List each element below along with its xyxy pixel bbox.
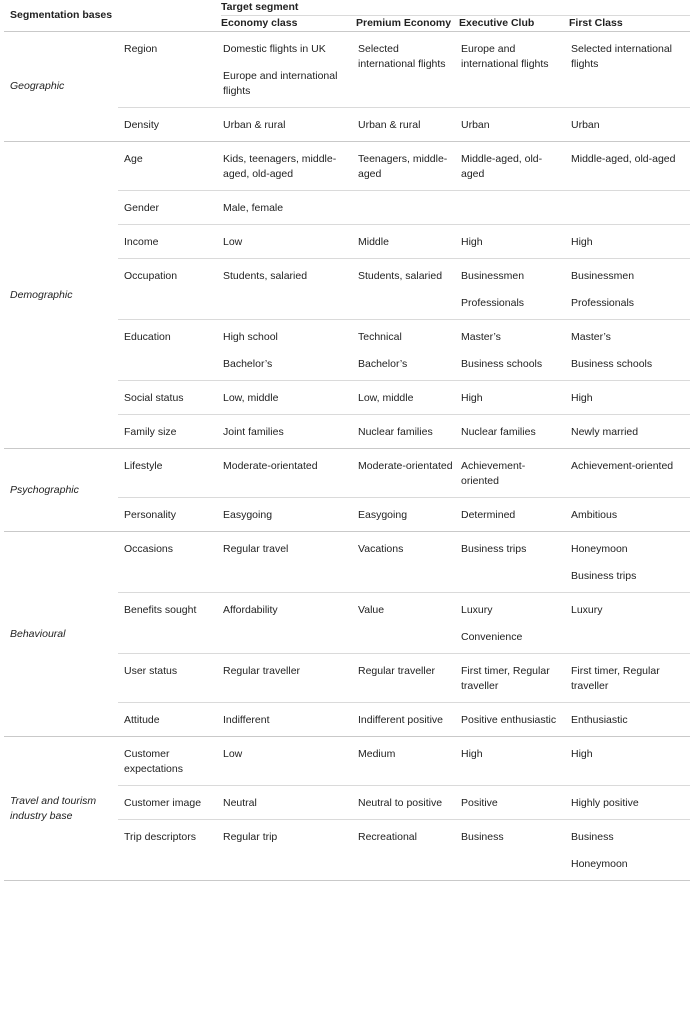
cell-text: Europe and international flights [223,70,338,97]
cell-premium-economy [356,703,459,737]
cell-economy [221,142,356,191]
cell-text: Easygoing [358,509,408,521]
cell-text: Positive [461,797,498,809]
cell-premium-economy [356,498,459,532]
column-header-first-class: First Class [569,16,690,32]
cell-text: High [571,236,593,248]
column-header-economy: Economy class [221,16,356,32]
cell-premium-economy [356,786,459,820]
table-row [4,32,690,108]
cell-text: Business schools [571,358,653,370]
cell-text: Master’s [571,331,611,343]
cell-text: High [571,748,593,760]
cell-executive-club [459,191,569,225]
cell-text: High [461,236,483,248]
variable-label: Education [124,331,171,343]
cell-text: Vacations [358,543,404,555]
cell-text: First timer, Regular traveller [461,665,550,692]
cell-text: Low, middle [223,392,279,404]
cell-text: Europe and international flights [461,43,549,70]
cell-text: Businessmen [461,270,525,282]
cell-executive-club [459,381,569,415]
cell-executive-club [459,142,569,191]
cell-first-class [569,320,690,381]
cell-first-class [569,593,690,654]
cell-text: Low [223,748,243,760]
cell-executive-club [459,259,569,320]
cell-text: Technical [358,331,402,343]
cell-premium-economy [356,532,459,593]
cell-text: Newly married [571,426,639,438]
table-row [4,737,690,786]
cell-text: Business [461,831,504,843]
cell-first-class [569,498,690,532]
cell-executive-club [459,449,569,498]
cell-text: Urban & rural [223,119,286,131]
cell-text: Luxury [571,604,603,616]
cell-text: Students, salaried [358,270,443,282]
table-header [4,0,690,32]
cell-first-class [569,654,690,703]
cell-executive-club [459,786,569,820]
cell-first-class [569,737,690,786]
cell-text: Easygoing [223,509,273,521]
cell-text: Low, middle [358,392,414,404]
cell-premium-economy [356,593,459,654]
cell-premium-economy [356,225,459,259]
cell-text: High [571,392,593,404]
cell-text: Domestic flights in UK [223,43,326,55]
variable-label: Social status [124,392,184,404]
segmentation-base-label: Travel and tourism industry base [4,737,118,881]
variable-label: Occasions [124,543,174,555]
variable-label: Customer image [124,797,202,809]
cell-text: Highly positive [571,797,639,809]
cell-premium-economy [356,259,459,320]
cell-text: Determined [461,509,516,521]
variable-label: User status [124,665,178,677]
cell-economy [221,532,356,593]
cell-economy [221,593,356,654]
cell-executive-club [459,320,569,381]
cell-text: Middle-aged, old-aged [461,153,543,180]
cell-text: Regular travel [223,543,289,555]
cell-text: Honeymoon [571,858,628,870]
cell-text: Business [571,831,614,843]
cell-text: Business schools [461,358,543,370]
cell-text: Joint families [223,426,284,438]
cell-premium-economy [356,32,459,108]
cell-text: Indifferent [223,714,270,726]
cell-premium-economy [356,381,459,415]
cell-first-class [569,142,690,191]
variable-label: Age [124,153,143,165]
cell-text: Urban [461,119,490,131]
cell-first-class [569,381,690,415]
cell-first-class [569,449,690,498]
variable-label: Lifestyle [124,460,163,472]
table-row [4,142,690,191]
cell-text: Selected international flights [571,43,672,70]
cell-economy [221,703,356,737]
variable-label: Family size [124,426,177,438]
cell-text: Recreational [358,831,417,843]
cell-economy [221,191,356,225]
cell-economy [221,415,356,449]
cell-text: Bachelor’s [223,358,273,370]
segmentation-base-label: Geographic [4,32,118,142]
cell-text: Businessmen [571,270,635,282]
cell-text: Selected international flights [358,43,446,70]
cell-text: Nuclear families [358,426,433,438]
cell-text: Value [358,604,385,616]
cell-text: Professionals [571,297,635,309]
cell-premium-economy [356,737,459,786]
variable-label: Customer expectations [124,748,183,775]
segmentation-base-label: Psychographic [4,449,118,532]
cell-text: High [461,392,483,404]
cell-text: Students, salaried [223,270,308,282]
cell-text: Neutral to positive [358,797,443,809]
cell-text: Regular traveller [358,665,436,677]
cell-text: Moderate-orientated [223,460,318,472]
cell-economy [221,381,356,415]
cell-executive-club [459,654,569,703]
cell-premium-economy [356,108,459,142]
cell-economy [221,737,356,786]
cell-first-class [569,415,690,449]
cell-premium-economy [356,449,459,498]
cell-executive-club [459,820,569,881]
cell-premium-economy [356,191,459,225]
cell-executive-club [459,532,569,593]
variable-label: Occupation [124,270,178,282]
cell-text: Convenience [461,631,523,643]
cell-premium-economy [356,142,459,191]
column-header-executive-club: Executive Club [459,16,569,32]
cell-text: Urban [571,119,600,131]
cell-text: Honeymoon [571,543,628,555]
cell-text: Bachelor’s [358,358,408,370]
cell-text: Medium [358,748,396,760]
cell-economy [221,786,356,820]
cell-economy [221,498,356,532]
target-segment-header: Target segment [221,1,299,13]
cell-executive-club [459,498,569,532]
cell-text: Affordability [223,604,278,616]
cell-first-class [569,703,690,737]
cell-first-class [569,108,690,142]
cell-first-class [569,259,690,320]
segmentation-table [4,0,690,881]
cell-text: Professionals [461,297,525,309]
cell-executive-club [459,32,569,108]
table-body [4,32,690,881]
cell-text: Middle-aged, old-aged [571,153,676,165]
cell-text: Moderate-orientated [358,460,453,472]
cell-economy [221,654,356,703]
cell-economy [221,225,356,259]
cell-executive-club [459,108,569,142]
cell-text: Enthusiastic [571,714,628,726]
cell-text: Regular traveller [223,665,301,677]
segmentation-bases-header: Segmentation bases [10,9,113,21]
cell-first-class [569,786,690,820]
segmentation-base-label: Demographic [4,142,118,449]
cell-text: Kids, teenagers, middle-aged, old-aged [223,153,337,180]
cell-executive-club [459,703,569,737]
variable-label: Benefits sought [124,604,197,616]
cell-text: Nuclear families [461,426,536,438]
cell-text: Low [223,236,243,248]
cell-executive-club [459,593,569,654]
cell-economy [221,108,356,142]
cell-text: First timer, Regular traveller [571,665,660,692]
cell-text: Positive enthusiastic [461,714,557,726]
cell-text: Business trips [571,570,637,582]
cell-text: Regular trip [223,831,278,843]
cell-executive-club [459,415,569,449]
table-row [4,532,690,593]
cell-text: Business trips [461,543,527,555]
cell-premium-economy [356,415,459,449]
cell-executive-club [459,737,569,786]
variable-label: Gender [124,202,160,214]
cell-text: Male, female [223,202,284,214]
cell-economy [221,259,356,320]
cell-first-class [569,191,690,225]
cell-executive-club [459,225,569,259]
cell-economy [221,449,356,498]
cell-text: Urban & rural [358,119,421,131]
table-row [4,449,690,498]
variable-label: Trip descriptors [124,831,196,843]
variable-label: Attitude [124,714,160,726]
variable-label: Density [124,119,160,131]
cell-premium-economy [356,820,459,881]
variable-label: Income [124,236,159,248]
cell-text: Master’s [461,331,501,343]
variable-label: Personality [124,509,176,521]
cell-text: Middle [358,236,389,248]
cell-first-class [569,532,690,593]
variable-label: Region [124,43,158,55]
cell-economy [221,820,356,881]
cell-first-class [569,820,690,881]
cell-text: Neutral [223,797,257,809]
cell-first-class [569,225,690,259]
cell-economy [221,32,356,108]
cell-economy [221,320,356,381]
cell-first-class [569,32,690,108]
column-header-premium-economy: Premium Economy [356,16,459,32]
cell-text: Achievement-oriented [571,460,674,472]
cell-text: Teenagers, middle-aged [358,153,448,180]
cell-text: Achievement-oriented [461,460,526,487]
cell-premium-economy [356,320,459,381]
cell-text: Luxury [461,604,493,616]
cell-text: High [461,748,483,760]
cell-text: Ambitious [571,509,618,521]
cell-text: High school [223,331,278,343]
segmentation-base-label: Behavioural [4,532,118,737]
cell-premium-economy [356,654,459,703]
cell-text: Indifferent positive [358,714,444,726]
